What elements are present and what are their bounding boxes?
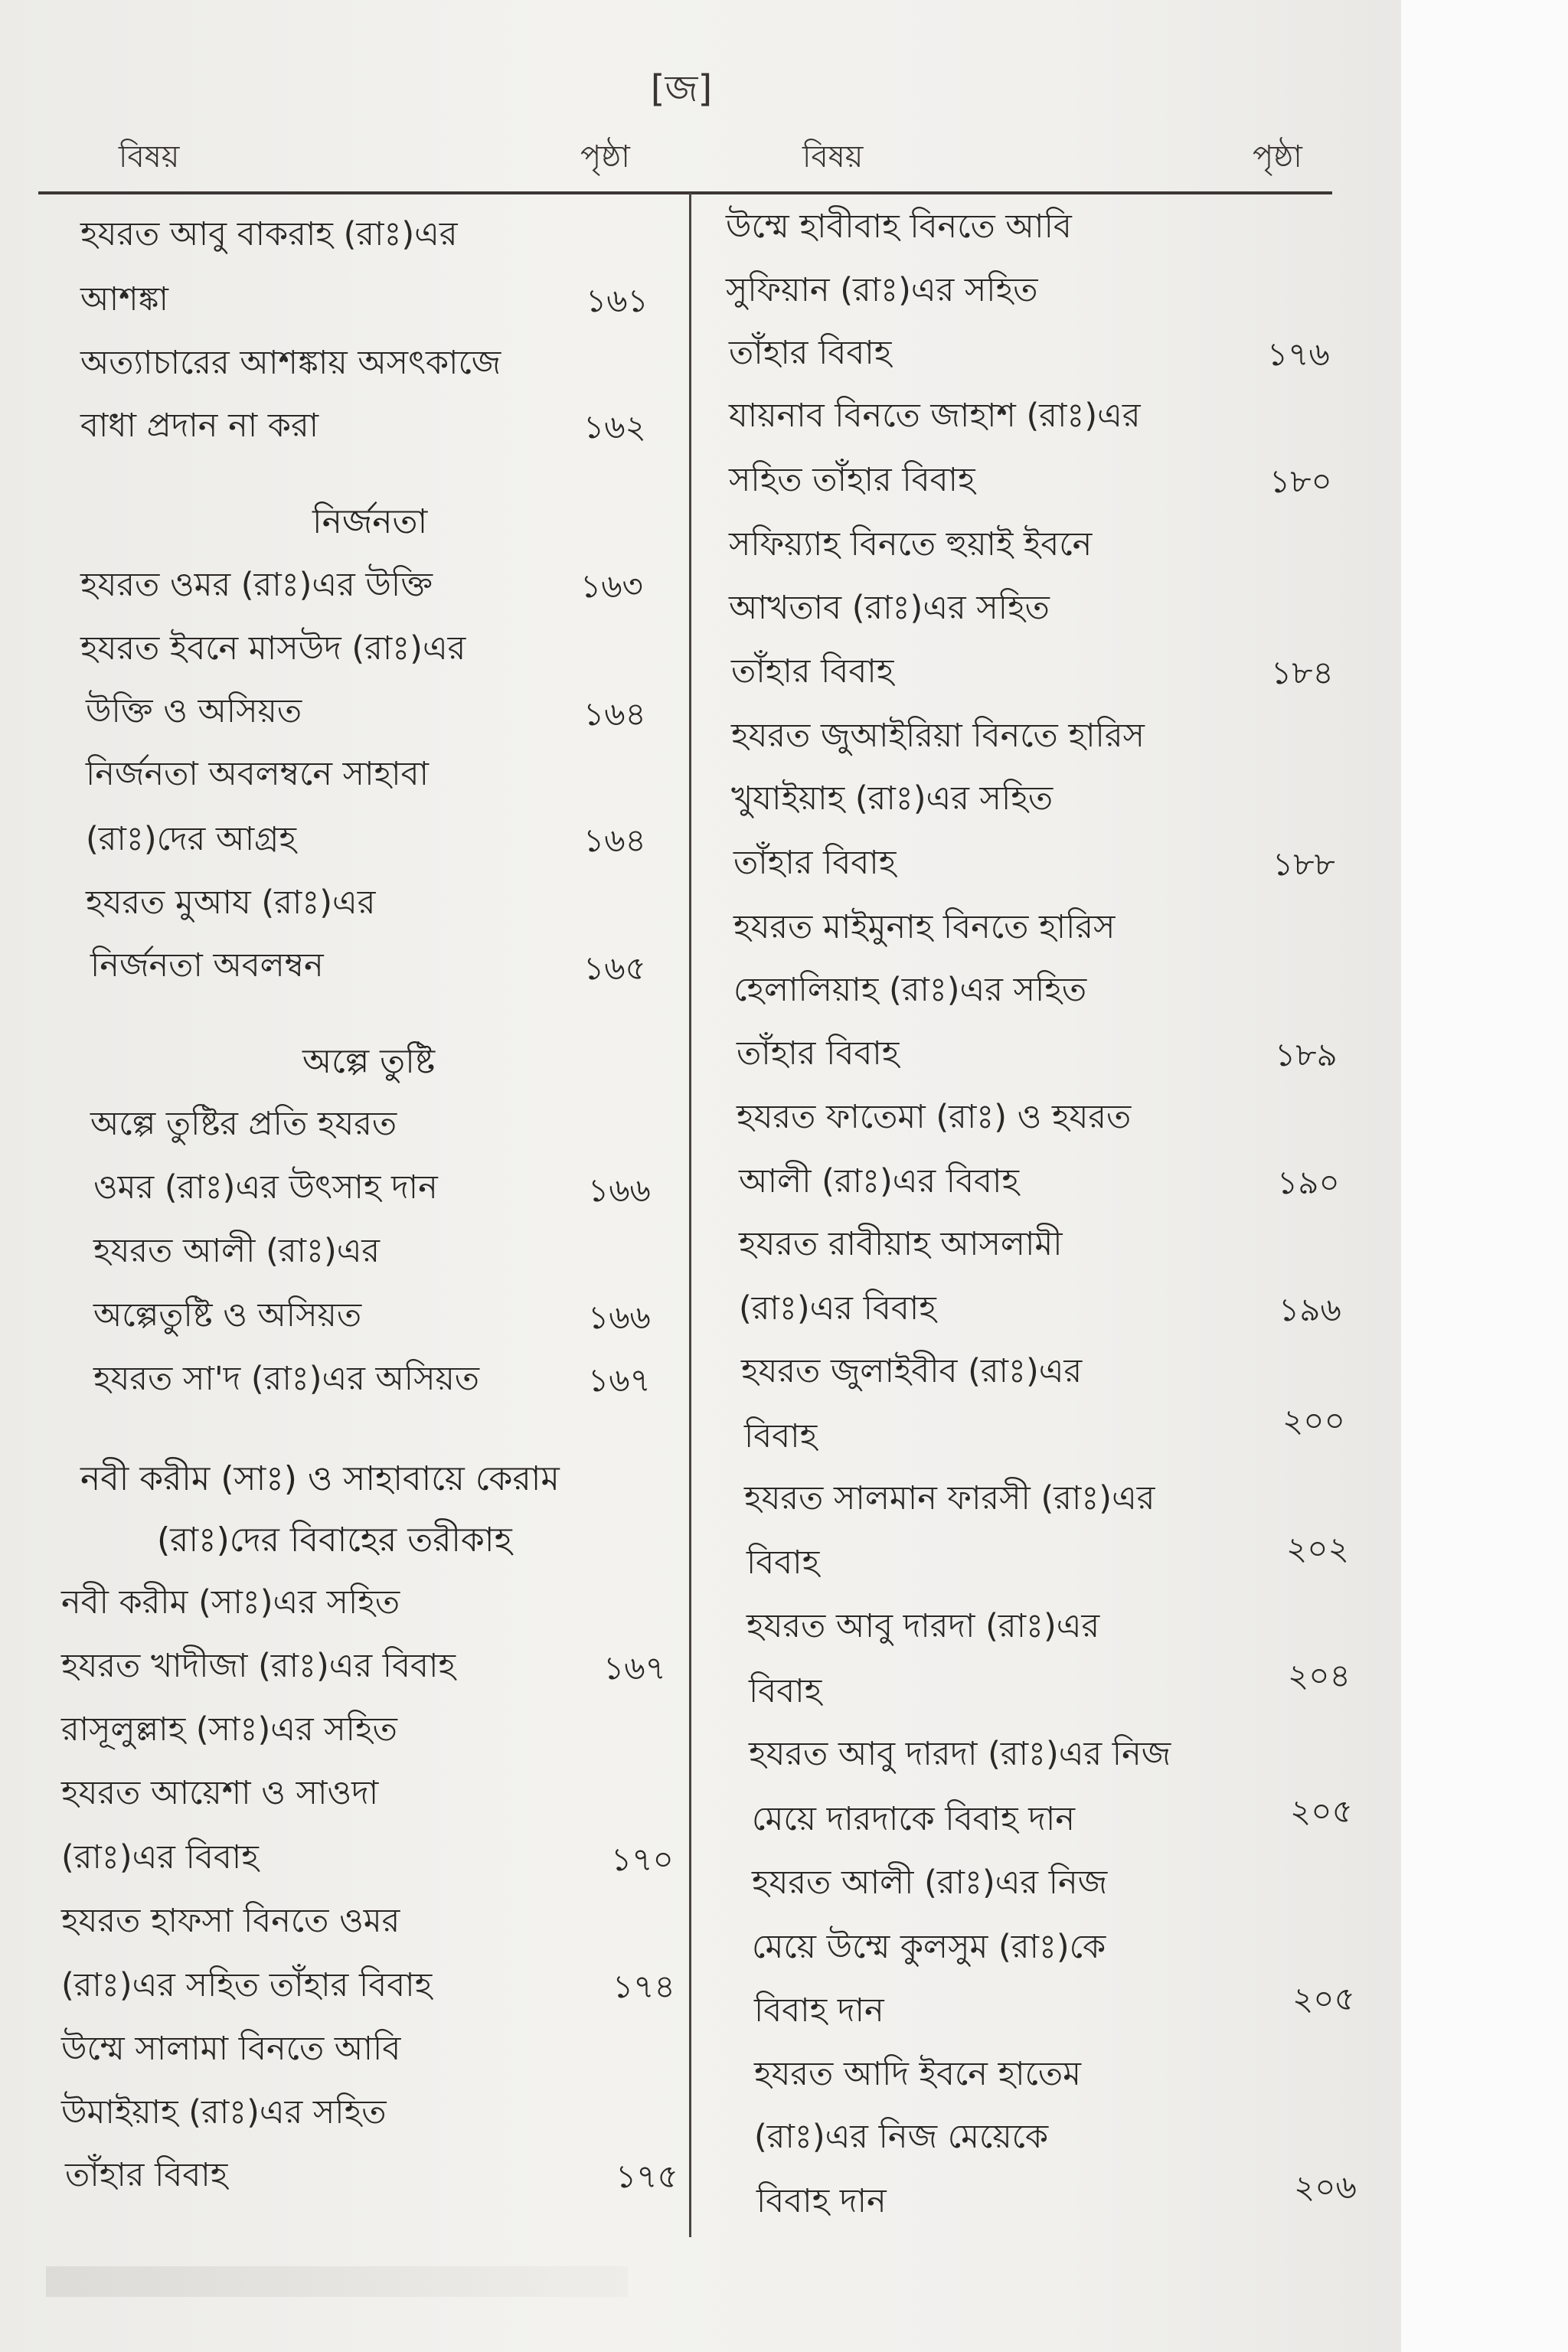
toc-line: হযরত ইবনে মাসউদ (রাঃ)এর (80, 629, 466, 668)
toc-line: অল্পে তুষ্টির প্রতি হযরত (90, 1105, 397, 1143)
toc-page-number: ১৭৬ (1267, 335, 1330, 373)
toc-line: (রাঃ)এর সহিত তাঁহার বিবাহ (61, 1966, 433, 2004)
toc-line: যায়নাব বিনতে জাহাশ (রাঃ)এর (729, 397, 1141, 435)
toc-line: উমাইয়াহ (রাঃ)এর সহিত (61, 2093, 387, 2132)
page-margin (1401, 0, 1568, 2352)
page-marker: [জ] (650, 67, 713, 110)
toc-page-number: ১৯০ (1277, 1164, 1340, 1201)
column-divider (689, 193, 691, 2237)
toc-page-number: ১৬৬ (588, 1298, 651, 1336)
toc-line: বিবাহ দান (756, 2182, 887, 2220)
toc-line: অত্যাচারের আশঙ্কায় অসৎকাজে (80, 344, 501, 382)
toc-line: বিবাহ (746, 1544, 820, 1582)
toc-line: তাঁহার বিবাহ (737, 1034, 900, 1073)
toc-line: (রাঃ)এর বিবাহ (61, 1838, 259, 1877)
toc-line: নির্জনতা অবলম্বন (90, 946, 324, 985)
toc-line: হযরত ওমর (রাঃ)এর উক্তি (80, 566, 433, 604)
toc-line: বিবাহ (749, 1672, 822, 1710)
section-heading: (রাঃ)দের বিবাহের তরীকাহ (157, 1521, 512, 1560)
toc-line: মেয়ে উম্মে কুলসুম (রাঃ)কে (752, 1928, 1106, 1966)
toc-line: হেলালিয়াহ (রাঃ)এর সহিত (733, 971, 1087, 1009)
toc-line: খুযাইয়াহ (রাঃ)এর সহিত (731, 779, 1054, 818)
toc-page-number: ১৭০ (611, 1841, 674, 1878)
toc-page-number: ১৬১ (586, 282, 648, 319)
toc-line: হযরত সালমান ফারসী (রাঃ)এর (744, 1479, 1155, 1517)
toc-line: আলী (রাঃ)এর বিবাহ (739, 1162, 1020, 1200)
toc-line: রাসূলুল্লাহ (সাঃ)এর সহিত (61, 1710, 397, 1749)
toc-line: (রাঃ)এর নিজ মেয়েকে (754, 2118, 1049, 2156)
toc-page-number: ১৬৭ (588, 1361, 651, 1399)
toc-line: তাঁহার বিবাহ (729, 334, 892, 372)
toc-line: অল্পেতুষ্টি ও অসিয়ত (93, 1296, 362, 1334)
toc-page-number: ১৬৫ (583, 949, 646, 987)
toc-page-number: ১৭৫ (616, 2158, 678, 2195)
left-subject-header: বিষয় (119, 139, 180, 175)
toc-line: হযরত আদি ইবনে হাতেম (754, 2055, 1082, 2093)
toc-line: হযরত রাবীয়াহ আসলামী (739, 1225, 1063, 1263)
toc-line: হযরত জুলাইবীব (রাঃ)এর (741, 1352, 1083, 1390)
toc-page-number: ২০৪ (1288, 1657, 1351, 1694)
toc-line: হযরত মুআয (রাঃ)এর (86, 884, 376, 922)
toc-page-number: ১৭৪ (612, 1968, 675, 2005)
toc-page-number: ১৬৩ (580, 567, 643, 605)
toc-line: হযরত আবু দারদা (রাঃ)এর নিজ (749, 1735, 1171, 1773)
toc-line: তাঁহার বিবাহ (65, 2156, 228, 2194)
toc-page-number: ১৮০ (1269, 462, 1332, 500)
faint-bleed-through (46, 2266, 628, 2297)
toc-line: বিবাহ (744, 1417, 818, 1455)
toc-line: হযরত হাফসা বিনতে ওমর (61, 1902, 400, 1940)
section-heading: অল্পে তুষ্টি (302, 1042, 436, 1081)
toc-line: সুফিয়ান (রাঃ)এর সহিত (726, 271, 1038, 309)
section-heading: নির্জনতা (312, 502, 428, 541)
toc-line: (রাঃ)দের আগ্রহ (86, 820, 296, 858)
toc-line: (রাঃ)এর বিবাহ (739, 1289, 936, 1328)
header-rule (38, 191, 1332, 194)
toc-line: হযরত খাদীজা (রাঃ)এর বিবাহ (61, 1647, 456, 1685)
toc-line: তাঁহার বিবাহ (731, 652, 894, 691)
toc-page-number: ২০৫ (1292, 1980, 1355, 2017)
section-heading: নবী করীম (সাঃ) ও সাহাবায়ে কেরাম (80, 1459, 560, 1498)
toc-line: হযরত আবু দারদা (রাঃ)এর (746, 1607, 1100, 1645)
toc-line: সফিয়্যাহ বিনতে হুয়াই ইবনে (729, 525, 1093, 564)
right-subject-header: বিষয় (802, 139, 864, 175)
toc-line: হযরত আবু বাকরাহ (রাঃ)এর (80, 215, 458, 253)
toc-line: উম্মে সালামা বিনতে আবি (61, 2030, 401, 2068)
toc-page-number: ১৯৬ (1279, 1291, 1341, 1328)
toc-line: উক্তি ও অসিয়ত (86, 692, 302, 730)
toc-line: হযরত জুআইরিয়া বিনতে হারিস (731, 717, 1145, 755)
toc-line: নির্জনতা অবলম্বনে সাহাবা (86, 755, 429, 793)
toc-line: মেয়ে দারদাকে বিবাহ দান (752, 1800, 1076, 1838)
right-page-header: পৃষ্ঠা (1253, 139, 1302, 175)
toc-line: হযরত আলী (রাঃ)এর (93, 1232, 381, 1270)
toc-page-number: ১৬২ (583, 408, 646, 446)
toc-line: বাধা প্রদান না করা (80, 407, 319, 445)
toc-page-number: ২০৬ (1294, 2168, 1357, 2206)
toc-line: ওমর (রাঃ)এর উৎসাহ দান (93, 1168, 438, 1207)
toc-page-number: ১৬৪ (583, 822, 646, 859)
toc-page-number: ১৮৯ (1275, 1036, 1338, 1073)
toc-page-number: ২০০ (1282, 1402, 1345, 1439)
toc-line: হযরত মাইমুনাহ বিনতে হারিস (733, 908, 1116, 946)
toc-page-number: ১৬৬ (588, 1171, 651, 1209)
toc-page-number: ২০৫ (1290, 1792, 1353, 1830)
toc-line: উম্মে হাবীবাহ বিনতে আবি (726, 207, 1072, 246)
toc-page-number: ১৬৭ (603, 1649, 666, 1687)
toc-page-number: ১৮৮ (1272, 845, 1335, 883)
toc-line: আশঙ্কা (80, 280, 168, 318)
toc-line: হযরত ফাতেমা (রাঃ) ও হযরত (737, 1098, 1132, 1136)
toc-line: বিবাহ দান (754, 1991, 884, 2030)
toc-page-number: ১৮৪ (1271, 654, 1334, 691)
toc-page-number: ১৬৪ (583, 695, 646, 733)
toc-page-number: ২০২ (1286, 1530, 1349, 1567)
toc-line: হযরত আয়েশা ও সাওদা (61, 1774, 379, 1812)
toc-line: তাঁহার বিবাহ (733, 844, 897, 882)
toc-line: নবী করীম (সাঃ)এর সহিত (61, 1583, 400, 1622)
toc-line: সহিত তাঁহার বিবাহ (729, 461, 975, 499)
left-page-header: পৃষ্ঠা (580, 139, 630, 175)
toc-line: হযরত সা'দ (রাঃ)এর অসিয়ত (93, 1360, 480, 1398)
toc-line: হযরত আলী (রাঃ)এর নিজ (752, 1864, 1108, 1902)
toc-line: আখতাব (রাঃ)এর সহিত (729, 589, 1050, 627)
